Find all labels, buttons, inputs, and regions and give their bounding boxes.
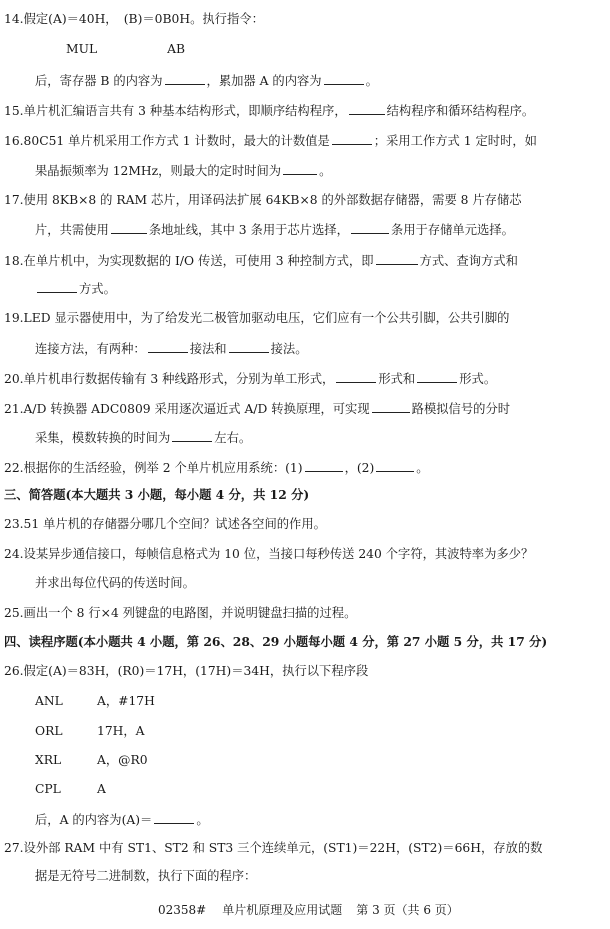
q22-text-c: 。 [416, 461, 429, 475]
question-17-cont [35, 219, 514, 239]
q19-text-b: 连接方法，有两种： [35, 342, 146, 356]
q14-number: 14. [4, 12, 24, 26]
q14-after-a: 后，寄存器 B 的内容为 [35, 74, 163, 88]
answer-blank[interactable] [372, 398, 410, 413]
code-op: ANL [35, 694, 63, 708]
footer-page: 第 3 页（共 6 页） [356, 903, 459, 917]
q14-instr-op: MUL [66, 42, 98, 56]
q17-text-c: 条地址线，其中 3 条用于芯片选择， [148, 223, 349, 237]
q14-text: 假定(A)＝40H， (B)＝0B0H。执行指令： [23, 12, 264, 26]
answer-blank[interactable] [172, 427, 212, 442]
q19-text-d: 接法。 [270, 342, 308, 356]
q19-text-a: 19.LED 显示器使用中，为了给发光二极管加驱动电压，它们应有一个公共引脚，公共引脚的 [4, 311, 510, 325]
answer-blank[interactable] [349, 100, 385, 115]
q24-text-b: 并求出每位代码的传送时间。 [35, 576, 195, 590]
q26-after-end: 。 [196, 813, 209, 827]
section-3-heading: 三、简答题(本大题共 3 小题，每小题 4 分，共 12 分) [4, 487, 310, 502]
answer-blank[interactable] [417, 368, 457, 383]
code-line [35, 780, 106, 798]
answer-blank[interactable] [376, 457, 414, 472]
question-18-cont [35, 278, 116, 298]
code-op: CPL [35, 782, 61, 796]
q21-text-c: 采集，模数转换的时间为 [35, 431, 171, 445]
q15-text-b: 结构程序和循环结构程序。 [386, 104, 535, 118]
q18-text-b: 方式、查询方式和 [419, 254, 518, 268]
answer-blank[interactable] [324, 70, 364, 85]
q16-text-d: 。 [319, 164, 332, 178]
q14-after-c: 。 [365, 74, 378, 88]
question-14 [4, 10, 264, 28]
q22-text-a: 22.根据你的生活经验，例举 2 个单片机应用系统：(1) [4, 461, 303, 475]
answer-blank[interactable] [154, 809, 194, 824]
q27-text-a: 27.设外部 RAM 中有 ST1、ST2 和 ST3 三个连续单元，(ST1)＝22H，(ST2)＝66H，存放的数 [4, 841, 543, 855]
answer-blank[interactable] [283, 160, 317, 175]
question-27-cont [35, 867, 256, 885]
question-23: 23.51 单片机的存储器分哪几个空间？试述各空间的作用。 [4, 517, 326, 531]
code-arg: A [97, 782, 106, 796]
q19-text-c: 接法和 [189, 342, 227, 356]
question-19-cont [35, 338, 308, 358]
answer-blank[interactable] [111, 219, 147, 234]
q18-text-a: 18.在单片机中，为实现数据的 I/O 传送，可使用 3 种控制方式，即 [4, 254, 374, 268]
question-19 [4, 309, 509, 327]
answer-blank[interactable] [376, 250, 418, 265]
question-18 [4, 250, 518, 270]
q14-instr-arg: AB [167, 42, 186, 56]
question-21-cont [35, 427, 251, 447]
q21-text-a: 21.A/D 转换器 ADC0809 采用逐次逼近式 A/D 转换原理，可实现 [4, 402, 370, 416]
answer-blank[interactable] [148, 338, 188, 353]
question-25: 25.画出一个 8 行×4 列键盘的电路图，并说明键盘扫描的过程。 [4, 606, 357, 620]
question-24-cont [35, 574, 195, 592]
q18-text-c: 方式。 [79, 282, 116, 296]
question-20 [4, 368, 496, 388]
code-arg: A，@R0 [97, 753, 148, 767]
question-24 [4, 545, 533, 563]
q17-text-b: 片，共需使用 [35, 223, 109, 237]
q20-text-a: 20.单片机串行数据传输有 3 种线路形式，分别为单工形式， [4, 372, 335, 386]
q26-answer-line [35, 809, 209, 829]
q27-text-b: 据是无符号二进制数，执行下面的程序： [35, 869, 257, 883]
q17-text-a: 17.使用 8KB×8 的 RAM 芯片，用译码法扩展 64KB×8 的外部数据存储器，需要 8 片存储芯 [4, 193, 522, 207]
answer-blank[interactable] [229, 338, 269, 353]
question-16-cont [35, 160, 331, 180]
answer-blank[interactable] [165, 70, 205, 85]
code-op: ORL [35, 724, 63, 738]
code-line [35, 692, 155, 710]
answer-blank[interactable] [332, 130, 372, 145]
q15-text-a: 15.单片机汇编语言共有 3 种基本结构形式，即顺序结构程序， [4, 104, 347, 118]
q16-text-b: ；采用工作方式 1 定时时，如 [373, 134, 537, 148]
q20-text-b: 形式和 [378, 372, 416, 386]
q16-text-a: 16.80C51 单片机采用工作方式 1 计数时，最大的计数值是 [4, 134, 330, 148]
code-arg: 17H，A [97, 724, 145, 738]
question-17 [4, 191, 522, 209]
question-15 [4, 100, 534, 120]
q21-text-b: 路模拟信号的分时 [411, 402, 511, 416]
question-27 [4, 839, 542, 857]
q14-answer-line [35, 70, 378, 90]
code-line [35, 751, 148, 769]
q24-text-a: 24.设某异步通信接口，每帧信息格式为 10 位，当接口每秒传送 240 个字符，其波特率为多少？ [4, 547, 534, 561]
q17-text-d: 条用于存储单元选择。 [390, 223, 514, 237]
q21-text-d: 左右。 [214, 431, 252, 445]
code-op: XRL [35, 753, 62, 767]
footer-title: 单片机原理及应用试题 [222, 903, 343, 917]
q20-text-c: 形式。 [459, 372, 497, 386]
q26-text-a: 26.假定(A)＝83H，(R0)＝17H，(17H)＝34H，执行以下程序段 [4, 664, 369, 678]
answer-blank[interactable] [351, 219, 389, 234]
q26-after: 后，A 的内容为(A)＝ [35, 813, 153, 827]
section-4-heading: 四、读程序题(本小题共 4 小题，第 26、28、29 小题每小题 4 分，第 27 小题 5 分，共 17 分) [4, 634, 548, 649]
q14-after-b: ，累加器 A 的内容为 [206, 74, 322, 88]
q22-text-b: ，(2) [344, 461, 375, 475]
answer-blank[interactable] [37, 278, 77, 293]
question-22 [4, 457, 429, 477]
answer-blank[interactable] [305, 457, 343, 472]
q14-instruction [66, 40, 185, 58]
question-16 [4, 130, 537, 150]
page-footer [158, 902, 459, 918]
question-21 [4, 398, 510, 418]
footer-code: 02358# [158, 903, 207, 917]
q16-text-c: 果晶振频率为 12MHz，则最大的定时时间为 [35, 164, 282, 178]
code-line [35, 722, 145, 740]
code-arg: A，#17H [97, 694, 155, 708]
answer-blank[interactable] [336, 368, 376, 383]
question-26 [4, 662, 368, 680]
